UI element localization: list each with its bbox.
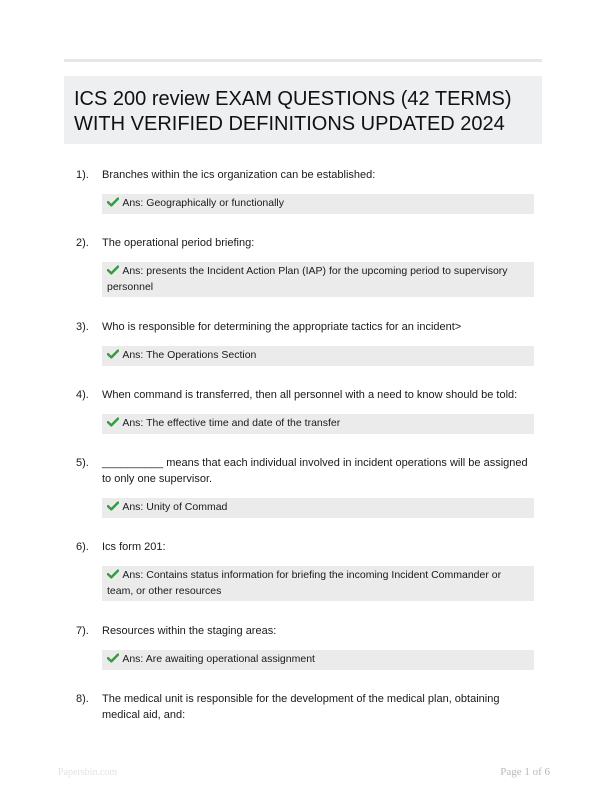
- check-icon: [107, 417, 119, 427]
- answer-box: [102, 650, 534, 670]
- title-box: [64, 76, 542, 144]
- document-title: [74, 87, 512, 137]
- answer-box: [102, 566, 534, 601]
- question-number: 8).: [76, 693, 89, 705]
- question-text: When command is transferred, then all personnel with a need to know should be told:: [102, 389, 518, 401]
- answer-text: Ans: Contains status information for briefing the incoming Incident Commander or team, or other resources: [107, 569, 502, 597]
- answer-box: [102, 346, 534, 366]
- question-text: __________ means that each individual involved in incident operations will be assigned to only one supervisor.: [102, 457, 528, 485]
- question-number: 4).: [76, 389, 89, 401]
- answer-text: Ans: Geographically or functionally: [122, 197, 285, 209]
- top-divider: [64, 59, 542, 62]
- question-text: Who is responsible for determining the appropriate tactics for an incident>: [102, 321, 462, 333]
- question-text: The medical unit is responsible for the development of the medical plan, obtaining medical aid, and:: [102, 693, 500, 721]
- answer-box: [102, 194, 534, 214]
- check-icon: [107, 501, 119, 511]
- question-number: 2).: [76, 237, 89, 249]
- answer-box: [102, 262, 534, 297]
- question-text: The operational period briefing:: [102, 237, 255, 249]
- answer-text: Ans: Unity of Commad: [122, 501, 228, 513]
- page-indicator: Page 1 of 6: [500, 766, 550, 778]
- question-number: 1).: [76, 169, 89, 181]
- question-number: 3).: [76, 321, 89, 333]
- question-number: 6).: [76, 541, 89, 553]
- check-icon: [107, 197, 119, 207]
- check-icon: [107, 653, 119, 663]
- answer-text: Ans: presents the Incident Action Plan (IAP) for the upcoming period to supervisory personnel: [107, 265, 508, 293]
- answer-box: [102, 414, 534, 434]
- answer-box: [102, 498, 534, 518]
- question-text: Ics form 201:: [102, 541, 166, 553]
- answer-text: Ans: The effective time and date of the transfer: [122, 417, 341, 429]
- title-line-1: ICS 200 review EXAM QUESTIONS (42 TERMS): [74, 88, 512, 110]
- question-text: Resources within the staging areas:: [102, 625, 277, 637]
- question-number: 5).: [76, 457, 89, 469]
- question-text: Branches within the ics organization can be established:: [102, 169, 376, 181]
- title-line-2: WITH VERIFIED DEFINITIONS UPDATED 2024: [74, 113, 505, 135]
- check-icon: [107, 265, 119, 275]
- question-number: 7).: [76, 625, 89, 637]
- answer-text: Ans: The Operations Section: [122, 349, 257, 361]
- check-icon: [107, 349, 119, 359]
- answer-text: Ans: Are awaiting operational assignment: [122, 653, 315, 665]
- watermark: Papersbin.com: [58, 767, 118, 778]
- check-icon: [107, 569, 119, 579]
